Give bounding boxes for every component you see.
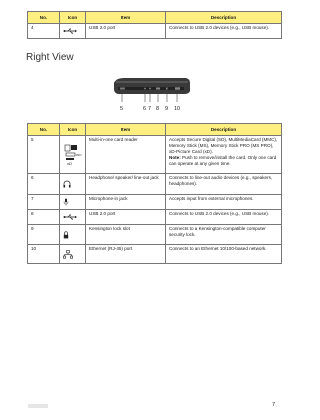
laptop-side-illustration [112,75,192,105]
microphone-icon [60,195,86,210]
table-row [28,136,282,174]
table-row [28,210,282,225]
row-description: Connects to a Kensington-compatible computer security lock. [166,225,282,245]
header-no: No. [28,124,60,136]
note-label: Note: [169,155,181,160]
top-spec-table [27,11,282,39]
table-row [28,195,282,210]
callout-7: 7 [148,106,152,112]
header-item: Item [86,12,166,24]
row-number: 7 [28,195,60,210]
header-row [28,124,282,136]
headphone-icon [60,174,86,195]
table-row [28,174,282,195]
right-view-spec-table [27,123,282,264]
footer-chapter-mark [28,404,48,408]
row-number: 8 [28,210,60,225]
table-row [28,225,282,245]
row-description: Accepts input from external microphones. [166,195,282,210]
callout-8: 8 [156,106,160,112]
row-description [166,136,282,174]
row-description: Connects to an Ethernet 10/100-based network. [166,245,282,264]
note-text: Push to remove/install the card. Only one card can operate at any given time. [169,155,277,166]
callout-5: 5 [120,106,124,112]
header-item: Item [86,124,166,136]
row-item: USB 2.0 port [86,24,166,39]
lock-icon [60,225,86,245]
row-number: 6 [28,174,60,195]
header-description: Description [166,12,282,24]
row-number: 4 [28,24,60,39]
section-title: Right View [26,52,74,63]
row-description: Connects to line-out audio devices (e.g., speakers, headphones). [166,174,282,195]
row-item: Microphone-in jack [86,195,166,210]
row-item: Kensington lock slot [86,225,166,245]
usb-icon [60,24,86,39]
right-view-figure [112,75,192,119]
row-description: Connects to USB 2.0 devices (e.g., USB mouse). [166,210,282,225]
network-icon [60,245,86,264]
header-description: Description [166,124,282,136]
callout-9: 9 [165,106,169,112]
header-icon: Icon [60,124,86,136]
svg-text:xD: xD [67,160,72,166]
usb-icon [60,210,86,225]
row-number: 5 [28,136,60,174]
row-description: Connects to USB 2.0 devices (e.g., USB mouse). [166,24,282,39]
card-reader-icon [60,136,86,174]
callout-10: 10 [174,106,181,112]
header-icon: Icon [60,12,86,24]
table-row [28,245,282,264]
row-item: Ethernet (RJ-45) port [86,245,166,264]
table-row [28,24,282,39]
row-item: USB 2.0 port [86,210,166,225]
row-item: Multi-in-one card reader [86,136,166,174]
row-number: 10 [28,245,60,264]
page-number: 7 [272,402,276,408]
row-item: Headphone/ speaker/ line-out jack [86,174,166,195]
header-no: No. [28,12,60,24]
row-number: 9 [28,225,60,245]
callout-6: 6 [143,106,147,112]
description-text: Accepts Secure Digital (SD), MultiMediaCard (MMC), Memory Stick (MS), Memory Stick PRO (MS PRO), xD-Picture Card (xD). [169,137,278,154]
header-row [28,12,282,24]
svg-text:PRO: PRO [76,153,82,157]
